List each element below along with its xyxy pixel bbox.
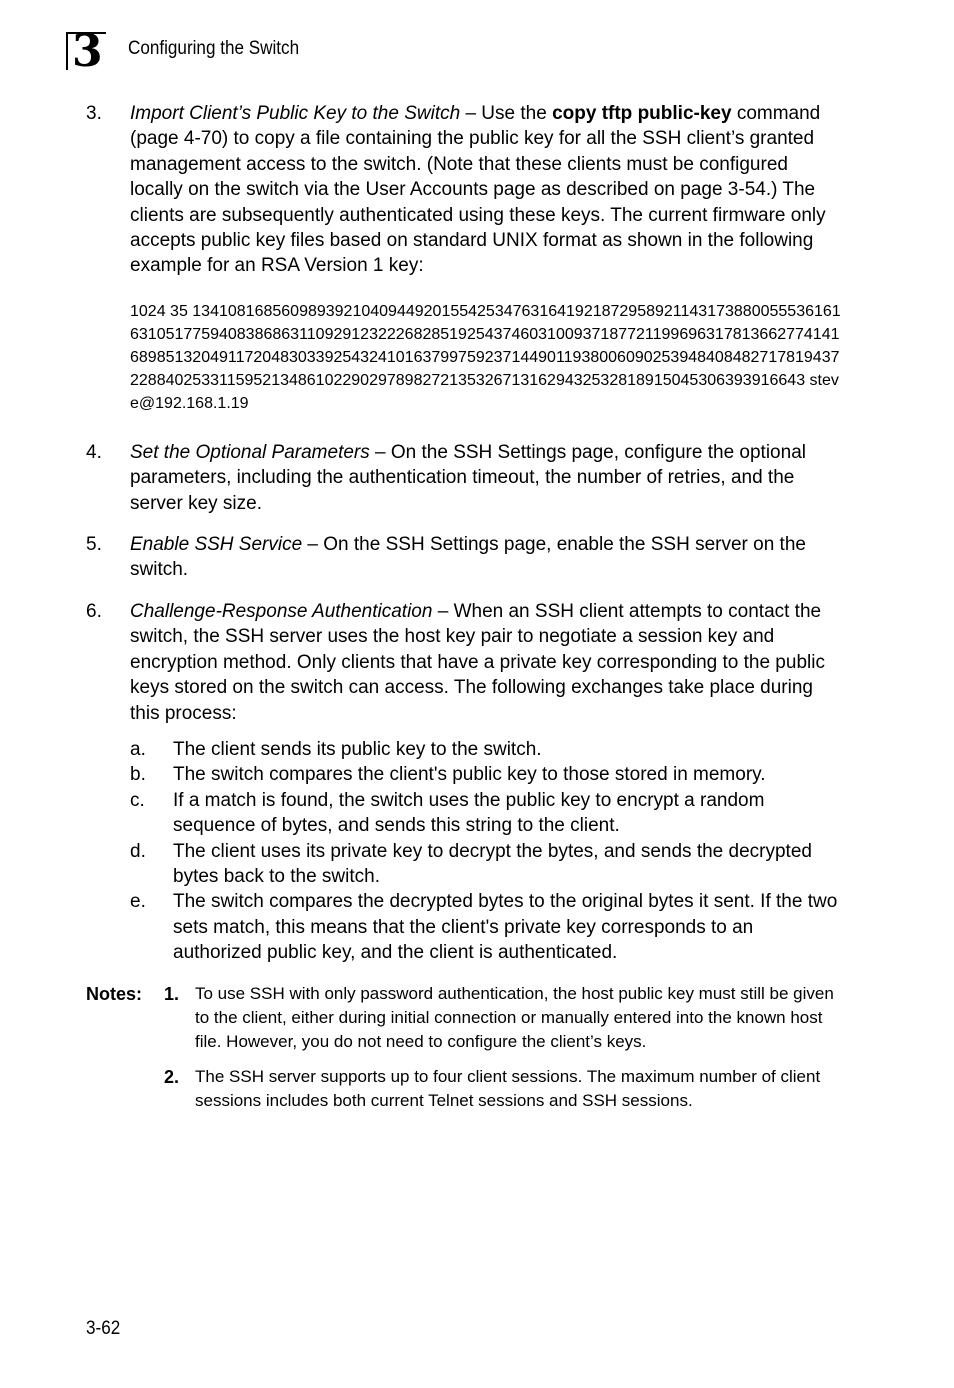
- substep-letter: a.: [130, 738, 146, 760]
- step-5: [86, 532, 846, 583]
- public-key-example: 1024 35 134108168560989392104094492015542534763164192187295892114317388005553616163105177594083868631109291232226828519254374603100937187721199696317813662774141689851320491172048303392543241016379975923714490119380060902539484084827178194372288402533115952134861022902978982721353267131629432532818915045306393916643 steve@192.168.1.19: [130, 302, 841, 412]
- note-number: 2.: [164, 1066, 180, 1087]
- substep-text: If a match is found, the switch uses the public key to encrypt a random sequence of bytes, and sends this string to the client.: [173, 789, 765, 837]
- step-text: – On the SSH Settings page, configure the optional parameters, including the authentication timeout, the number of retries, and the server key size.: [130, 441, 806, 514]
- step-title: Import Client’s Public Key to the Switch: [130, 103, 461, 124]
- substep-text: The client sends its public key to the switch.: [173, 738, 542, 760]
- substep-e: [130, 889, 846, 965]
- step-6: [86, 599, 846, 726]
- step-text: command (page 4-70) to copy a file containing the public key for all the SSH client’s granted management access to the switch. (Note that these clients must be configured locally on the switch via the User Accounts page as described on page 3-54.) The clients are subsequently authenticated using these keys. The current firmware only accepts public key files based on standard UNIX format as shown in the following example for an RSA Version 1 key:: [130, 103, 826, 277]
- chapter-number: 3: [72, 26, 103, 77]
- substep-letter: d.: [130, 840, 146, 862]
- step-title: Enable SSH Service: [130, 534, 303, 556]
- substep-letter: e.: [130, 891, 146, 913]
- page-number: 3-62: [86, 1318, 121, 1339]
- command-name: copy tftp public-key: [552, 103, 732, 124]
- step-title: Set the Optional Parameters: [130, 441, 370, 463]
- substep-list: [130, 737, 846, 966]
- notes-section: [86, 982, 846, 1113]
- note-text: The SSH server supports up to four client sessions. The maximum number of client sessions includes both current Telnet sessions and SSH sessions.: [195, 1066, 821, 1110]
- chapter-title: Configuring the Switch: [128, 38, 300, 59]
- step-text: – Use the: [460, 103, 553, 124]
- note-item: [86, 1065, 846, 1113]
- note-number: 1.: [164, 983, 180, 1004]
- substep-letter: c.: [130, 789, 145, 811]
- step-text: – On the SSH Settings page, enable the SSH server on the switch.: [130, 534, 806, 581]
- step-title: Challenge-Response Authentication: [130, 600, 433, 622]
- substep-text: The client uses its private key to decrypt the bytes, and sends the decrypted bytes back to the switch.: [173, 840, 812, 887]
- substep-letter: b.: [130, 764, 146, 786]
- step-3: [86, 101, 846, 279]
- step-4: [86, 440, 846, 516]
- substep-b: [130, 762, 846, 787]
- step-number: 6.: [86, 600, 102, 622]
- chapter-marker: [66, 26, 106, 77]
- substep-text: The switch compares the client's public key to those stored in memory.: [173, 764, 766, 786]
- notes-label: Notes:: [86, 983, 143, 1004]
- step-number: 5.: [86, 534, 102, 556]
- substep-text: The switch compares the decrypted bytes to the original bytes it sent. If the two sets match, this means that the client's private key corresponds to an authorized public key, and the client is authenticated.: [173, 891, 838, 964]
- page-content: [86, 101, 846, 1124]
- step-text: – When an SSH client attempts to contact the switch, the SSH server uses the host key pair to negotiate a session key and encryption method. Only clients that have a private key corresponding to the public keys stored on the switch can access. The following exchanges take place during this process:: [130, 600, 825, 724]
- note-text: To use SSH with only password authentication, the host public key must still be given to the client, either during initial connection or manually entered into the known host file. However, you do not need to configure the client’s keys.: [195, 983, 834, 1051]
- step-number: 3.: [86, 103, 102, 124]
- substep-d: [130, 839, 846, 890]
- note-item: [86, 982, 846, 1054]
- substep-a: [130, 737, 846, 762]
- substep-c: [130, 788, 846, 839]
- step-number: 4.: [86, 441, 102, 463]
